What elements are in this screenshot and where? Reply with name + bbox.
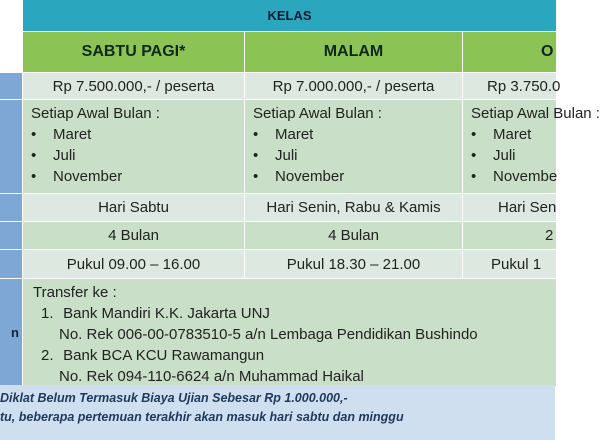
kelas-label: KELAS xyxy=(267,8,312,23)
hours-cell xyxy=(244,249,463,279)
schedule-heading: Setiap Awal Bulan : xyxy=(31,105,160,122)
class-header-malam xyxy=(244,31,463,73)
class-header-label: SABTU PAGI* xyxy=(81,43,186,60)
duration-text: 4 Bulan xyxy=(328,227,379,244)
class-header-label: MALAM xyxy=(323,43,384,60)
row-label-hours xyxy=(0,249,23,279)
hours-cell xyxy=(462,249,557,279)
month-item: • Maret xyxy=(471,126,532,143)
row-label-price xyxy=(0,72,23,100)
month-item: • Juli xyxy=(253,147,298,164)
account-line: No. Rek 006-00-0783510-5 a/n Lembaga Pendidikan Bushindo xyxy=(59,326,478,343)
row-label-schedule xyxy=(0,99,23,194)
class-header-third xyxy=(462,31,557,73)
price-text: Rp 7.000.000,- / peserta xyxy=(272,77,435,95)
note-line: tu, beberapa pertemuan terakhir akan masuk hari sabtu dan minggu xyxy=(0,410,404,424)
hours-cell xyxy=(22,249,245,279)
month-list xyxy=(253,124,462,187)
duration-cell xyxy=(22,221,245,250)
payment-cell xyxy=(22,278,557,387)
month-item: • Juli xyxy=(471,147,516,164)
duration-cell xyxy=(462,221,557,250)
days-text: Hari Sabtu xyxy=(98,199,169,216)
row-label-days xyxy=(0,193,23,222)
month-item: • November xyxy=(253,168,345,185)
month-list xyxy=(471,124,556,187)
month-item: • Maret xyxy=(31,126,92,143)
bank-line xyxy=(33,303,556,324)
account-line: No. Rek 094-110-6624 a/n Muhammad Haikal xyxy=(59,368,364,385)
price-text: Rp 7.500.000,- / peserta xyxy=(52,77,215,95)
row-label-duration xyxy=(0,221,23,250)
bank-number: 1. xyxy=(41,305,54,322)
bank-name: Bank BCA KCU Rawamangun xyxy=(63,347,265,364)
price-cell xyxy=(244,72,463,100)
schedule-cell xyxy=(22,99,245,194)
bank-name: Bank Mandiri K.K. Jakarta UNJ xyxy=(63,305,270,322)
transfer-title: Transfer ke : xyxy=(33,284,117,301)
payment-label-text: n xyxy=(11,325,19,340)
month-item: • Juli xyxy=(31,147,76,164)
note-line: Diklat Belum Termasuk Biaya Ujian Sebesar Rp 1.000.000,- xyxy=(0,391,348,405)
month-item: • Novembe xyxy=(471,168,558,185)
class-header-label: O xyxy=(541,43,554,60)
hours-text: Pukul 1 xyxy=(491,255,542,273)
row-label-payment xyxy=(0,278,23,387)
days-text: Hari Senin, Rabu & Kamis xyxy=(266,199,441,216)
month-item: • November xyxy=(31,168,123,185)
bank-number: 2. xyxy=(41,347,54,364)
days-cell xyxy=(462,193,557,222)
class-header-sabtu xyxy=(22,31,245,73)
duration-text: 4 Bulan xyxy=(108,227,159,244)
duration-cell xyxy=(244,221,463,250)
duration-text: 2 xyxy=(545,227,554,244)
schedule-cell xyxy=(244,99,463,194)
days-cell xyxy=(244,193,463,222)
days-cell xyxy=(22,193,245,222)
month-list xyxy=(31,124,244,187)
footer-notes xyxy=(0,385,555,440)
corner-blank xyxy=(0,0,23,73)
price-cell xyxy=(462,72,561,100)
kelas-header xyxy=(22,0,557,32)
hours-text: Pukul 09.00 – 16.00 xyxy=(66,255,201,273)
schedule-heading: Setiap Awal Bulan : xyxy=(471,105,600,122)
days-text: Hari Sen xyxy=(498,199,557,216)
price-text: Rp 3.750.0 xyxy=(487,77,561,95)
price-cell xyxy=(22,72,245,100)
schedule-heading: Setiap Awal Bulan : xyxy=(253,105,382,122)
schedule-cell xyxy=(462,99,600,194)
bank-line xyxy=(33,345,556,366)
month-item: • Maret xyxy=(253,126,314,143)
hours-text: Pukul 18.30 – 21.00 xyxy=(286,255,421,273)
